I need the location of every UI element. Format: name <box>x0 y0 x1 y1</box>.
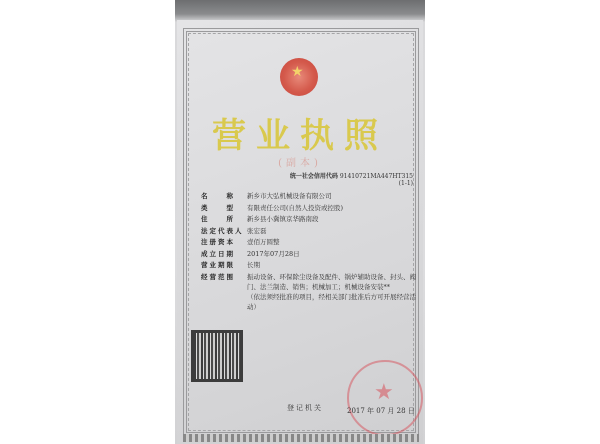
field-row <box>201 248 416 260</box>
registration-authority: 登记机关 <box>287 404 323 412</box>
license-fields <box>201 190 416 312</box>
bottom-border-pattern <box>183 434 419 442</box>
field-row <box>201 259 416 271</box>
field-row <box>201 202 416 214</box>
scope-note: （依法须经批准的项目，经相关部门批准后方可开展经营活动） <box>247 292 416 311</box>
copy-number: (1-1) <box>398 180 413 187</box>
field-label: 名 称 <box>201 192 235 201</box>
field-label: 类 型 <box>201 203 235 212</box>
credit-code-label: 统一社会信用代码 <box>289 173 338 180</box>
field-value: 壹佰万圆整 <box>247 238 280 247</box>
field-label: 营业期限 <box>201 261 235 270</box>
issue-date: 2017 年 07 月 28 日 <box>347 407 415 415</box>
scope-value: 振动设备、环保除尘设备及配件、锅炉辅助设备、封头、阀门、法兰制造、销售；机械加工；机械设备安装** <box>247 272 416 291</box>
field-label: 成立日期 <box>201 249 235 258</box>
field-row <box>201 225 416 237</box>
field-value: 新乡市大弘机械设备有限公司 <box>247 192 332 201</box>
qr-code <box>191 330 243 382</box>
credit-code-value: 91410721MA447HT315 <box>339 173 413 180</box>
field-row <box>201 213 416 225</box>
national-emblem-icon: ★ <box>280 58 318 96</box>
field-label: 法定代表人 <box>201 226 244 235</box>
license-subtitle: (副本) <box>278 158 322 169</box>
field-label: 住 所 <box>201 215 235 224</box>
credit-code <box>290 171 413 187</box>
field-value: 新乡县小冀镇京华路南段 <box>247 215 319 224</box>
field-value: 2017年07月28日 <box>247 249 300 258</box>
scope-label: 经营范围 <box>201 272 235 281</box>
field-value: 长期 <box>247 261 260 270</box>
field-value: 张宏磊 <box>247 226 267 235</box>
field-value: 有限责任公司(自然人投资或控股) <box>247 203 344 212</box>
business-scope <box>201 272 416 312</box>
field-row <box>201 190 416 202</box>
field-row <box>201 236 416 248</box>
red-official-seal-icon: ★ <box>347 360 423 436</box>
license-title: 营业执照 <box>212 116 388 156</box>
field-label: 注册资本 <box>201 238 235 247</box>
business-license <box>177 20 423 444</box>
